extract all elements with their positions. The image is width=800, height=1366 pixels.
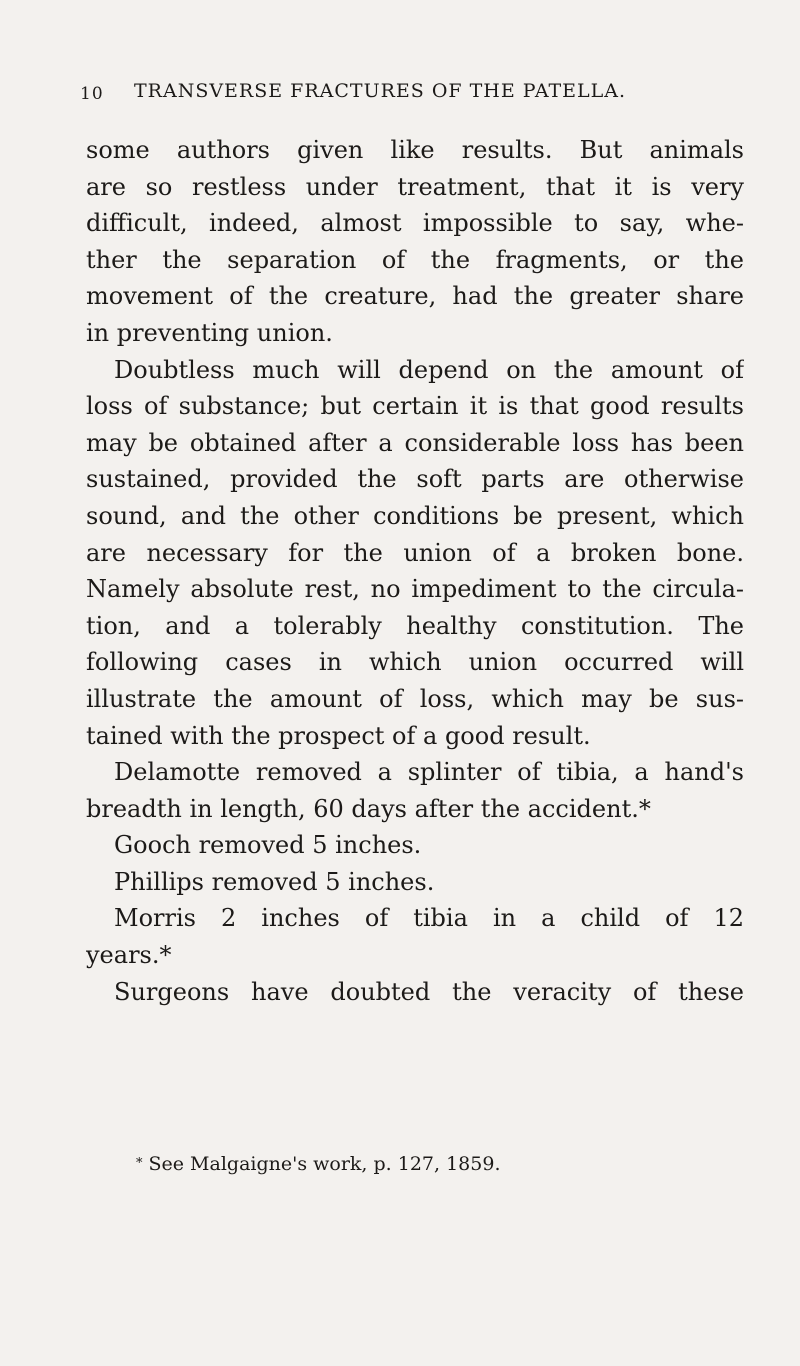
- text-line: may be obtained after a considerable loss has been: [86, 428, 744, 457]
- body-text: [86, 132, 744, 1010]
- text-line: Doubtless much will depend on the amount of: [114, 355, 744, 384]
- text-line: movement of the creature, had the greater share: [86, 282, 744, 311]
- text-line: Gooch removed 5 inches.: [114, 831, 422, 860]
- text-line: in preventing union.: [86, 318, 333, 347]
- text-line: sound, and the other conditions be present, which: [86, 501, 744, 530]
- page-number: 10: [80, 84, 104, 104]
- text-line: Morris 2 inches of tibia in a child of 12: [114, 904, 744, 933]
- text-line: breadth in length, 60 days after the accident.*: [86, 794, 651, 823]
- text-line: sustained, provided the soft parts are otherwise: [86, 465, 744, 494]
- text-line: are necessary for the union of a broken bone.: [86, 538, 744, 567]
- text-line: tained with the prospect of a good result.: [86, 721, 591, 750]
- footnote-mark: *: [136, 1156, 143, 1171]
- text-line: loss of substance; but certain it is that good results: [86, 392, 744, 421]
- text-line: illustrate the amount of loss, which may be sus-: [86, 684, 744, 713]
- text-line: Phillips removed 5 inches.: [114, 867, 435, 896]
- footnote-text: See Malgaigne's work, p. 127, 1859.: [148, 1153, 501, 1175]
- text-line: are so restless under treatment, that it is very: [86, 172, 744, 201]
- page-header: [80, 80, 720, 116]
- running-title: TRANSVERSE FRACTURES OF THE PATELLA.: [134, 80, 627, 102]
- footnote: [136, 1150, 696, 1178]
- text-line: Namely absolute rest, no impediment to the circula-: [86, 575, 744, 604]
- text-line: Delamotte removed a splinter of tibia, a hand's: [114, 758, 744, 787]
- text-line: Surgeons have doubted the veracity of these: [114, 977, 744, 1006]
- text-line: ther the separation of the fragments, or the: [86, 245, 744, 274]
- text-line: following cases in which union occurred will: [86, 648, 744, 677]
- text-line: years.*: [86, 941, 172, 970]
- text-line: some authors given like results. But animals: [86, 136, 744, 164]
- text-line: tion, and a tolerably healthy constitution. The: [86, 611, 744, 640]
- text-line: difficult, indeed, almost impossible to say, whe-: [86, 209, 744, 238]
